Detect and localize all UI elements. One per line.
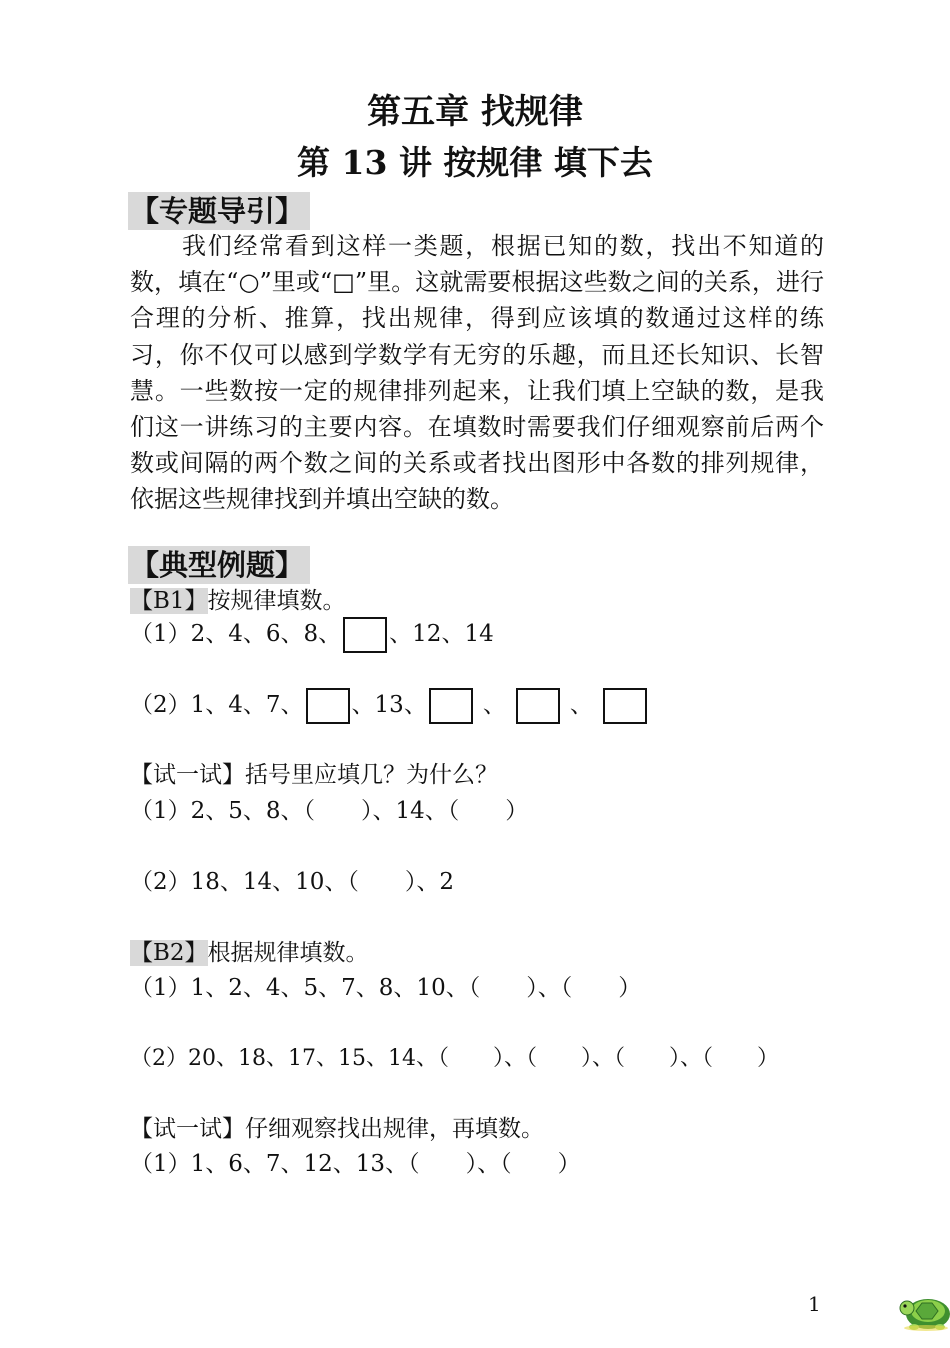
answer-box[interactable] (603, 688, 647, 724)
b1-q1-before: （1）2、4、6、8、 (130, 621, 342, 647)
answer-box[interactable] (429, 688, 473, 724)
try1-question-2: （2）18、14、10、（ ）、2 (130, 869, 455, 895)
b2-tag: 【B2】 (130, 940, 208, 966)
section-intro-heading: 【专题导引】 (128, 192, 310, 230)
try1-heading: 【试一试】括号里应填几？为什么？ (130, 762, 498, 788)
b1-question-2 (130, 688, 649, 724)
b2-heading (130, 936, 369, 970)
answer-box[interactable] (516, 688, 560, 724)
lesson-title: 第 13 讲 按规律 填下去 (297, 143, 653, 182)
b1-heading (130, 584, 346, 618)
chapter-title: 第五章 找规律 (367, 92, 583, 132)
answer-box[interactable] (343, 617, 387, 653)
b1-question-1 (130, 617, 494, 653)
b1-q1-after: 、12、14 (389, 621, 494, 647)
b1-q2-sep: 、 (482, 692, 506, 718)
turtle-logo-icon (898, 1284, 950, 1334)
b2-question-1: （1）1、2、4、5、7、8、10、（ ）、（ ） (130, 975, 642, 1001)
try1-question-1: （1）2、5、8、（ ）、14、（ ） (130, 798, 529, 824)
b2-prompt: 根据规律填数。 (207, 940, 369, 966)
b1-tag: 【B1】 (130, 588, 208, 614)
b2-question-2: （2）20、18、17、15、14、（ ）、（ ）、（ ）、（ ） (130, 1046, 779, 1071)
b1-q2-sep: 、 (569, 692, 593, 718)
try2-question-1: （1）1、6、7、12、13、（ ）、（ ） (130, 1151, 581, 1177)
answer-box[interactable] (306, 688, 350, 724)
try2-heading: 【试一试】仔细观察找出规律，再填数。 (130, 1116, 544, 1142)
b1-q2-before: （2）1、4、7、 (130, 692, 304, 718)
page-number: 1 (808, 1292, 821, 1316)
intro-paragraph (130, 228, 824, 518)
b1-prompt: 按规律填数。 (207, 588, 346, 614)
intro-text: 我们经常看到这样一类题，根据已知的数，找出不知道的数，填在“○”里或“□”里。这就需要根据这些数之间的关系，进行合理的分析、推算，找出规律，得到应该填的数通过这样的练习，你不仅可以感到学数学有无穷的乐趣，而且还长知识、长智慧。一些数按一定的规律排列起来，让我们填上空缺的数，是我们这一讲练习的主要内容。在填数时需要我们仔细观察前后两个数或间隔的两个数之间的关系或者找出图形中各数的排列规律，依据这些规律找到并填出空缺的数。 (130, 232, 824, 514)
b1-q2-sep: 、13、 (351, 692, 427, 718)
section-examples-heading: 【典型例题】 (128, 546, 310, 584)
